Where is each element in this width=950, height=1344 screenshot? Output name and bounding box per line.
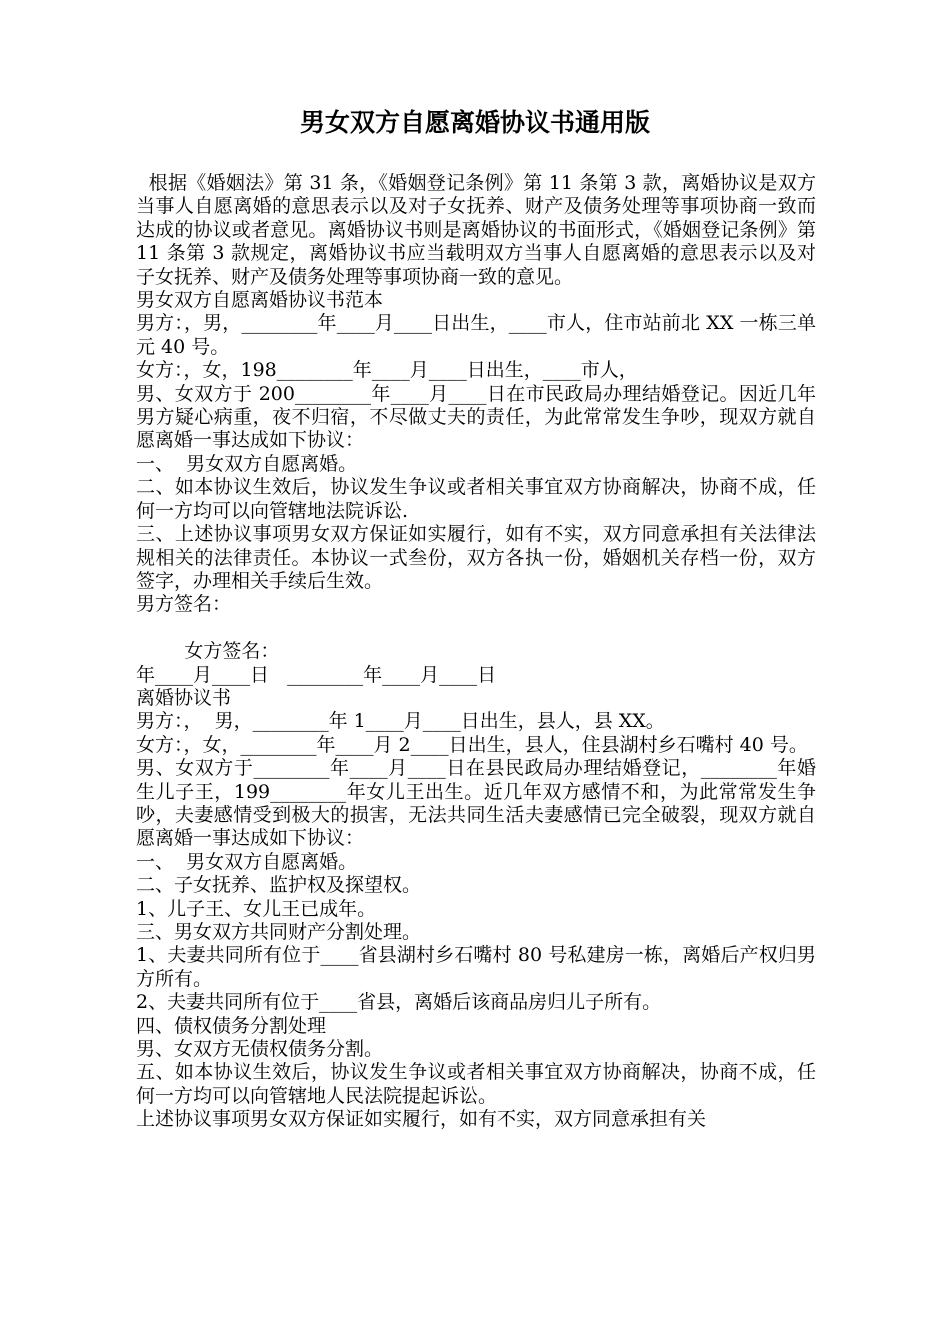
blank-line <box>136 617 816 640</box>
husband-signature: 男方签名： <box>136 593 232 616</box>
clause-2: 二、如本协议生效后，协议发生争议或者相关事宜双方协商解决，协商不成，任何一方均可以向管辖地法院诉讼. <box>136 476 816 522</box>
closing-paragraph: 上述协议事项男女双方保证如实履行，如有不实，双方同意承担有关 <box>136 1108 707 1131</box>
husband-info: 男方：，男，________年____月____日出生，____市人，住市站前北 XX 一栋三单元 40 号。 <box>136 312 816 358</box>
section-heading-template: 男女双方自愿离婚协议书范本 <box>136 289 384 312</box>
clause-2-3-item-2: 2、夫妻共同所有位于____省县，离婚后该商品房归儿子所有。 <box>136 991 662 1014</box>
clause-2-5: 五、如本协议生效后，协议发生争议或者相关事宜双方协商解决，协商不成，任何一方均可以向管辖地人民法院提起诉讼。 <box>136 1061 816 1107</box>
clause-2-4: 四、债权债务分割处理 <box>136 1014 327 1037</box>
clause-2-1: 一、 男女双方自愿离婚。 <box>136 850 358 873</box>
clause-1: 一、 男女双方自愿离婚。 <box>136 452 358 475</box>
marriage-registration: 男、女双方于 200________年____月____日在市民政局办理结婚登记。因近几年男方疑心病重，夜不归宿，不尽做丈夫的责任，为此常常发生争吵，现双方就自愿离婚一事达成如下协议： <box>136 382 816 452</box>
clause-2-3: 三、男女双方共同财产分割处理。 <box>136 920 422 943</box>
signature-dates: 年____月____日 ________年____月____日 <box>136 663 497 686</box>
clause-2-3-item-1: 1、夫妻共同所有位于____省县湖村乡石嘴村 80 号私建房一栋，离婚后产权归男方所有。 <box>136 944 816 990</box>
document-body <box>136 172 823 1132</box>
clause-3: 三、上述协议事项男女双方保证如实履行，如有不实，双方同意承担有关法律法规相关的法律责任。本协议一式叁份，双方各执一份，婚姻机关存档一份，双方签字，办理相关手续后生效。 <box>136 523 816 592</box>
husband-info-2: 男方：， 男，________年 1____月____日出生，县人，县 XX。 <box>136 710 665 733</box>
clause-2-4-detail: 男、女双方无债权债务分割。 <box>136 1038 384 1061</box>
section-heading-agreement: 离婚协议书 <box>136 686 232 709</box>
clause-2-2: 二、子女抚养、监护权及探望权。 <box>136 874 422 897</box>
wife-signature: 女方签名： <box>136 640 280 663</box>
document-title: 男女双方自愿离婚协议书通用版 <box>299 108 650 137</box>
clause-2-2-item-1: 1、儿子王、女儿王已成年。 <box>136 897 377 920</box>
marriage-registration-2: 男、女双方于________年____月____日在县民政局办理结婚登记，________年婚生儿子王，199________年女儿王出生。近几年双方感情不和，为此常常发生争吵，夫妻感情受到极大的损害，无法共同生活夫妻感情已完全破裂，现双方就自愿离婚一事达成如下协议： <box>136 757 816 850</box>
intro-paragraph: 根据《婚姻法》第 31 条，《婚姻登记条例》第 11 条第 3 款，离婚协议是双方当事人自愿离婚的意思表示以及对子女抚养、财产及债务处理等事项协商一致而达成的协议或者意见。离婚协议书则是离婚协议的书面形式，《婚姻登记条例》第 11 条第 3 款规定，离婚协议书应当载明双方当事人自愿离婚的意思表示以及对子女抚养、财产及债务处理等事项协商一致的意见。 <box>136 172 823 288</box>
wife-info: 女方：，女，198________年____月____日出生，____市人， <box>136 359 638 382</box>
wife-info-2: 女方：，女，________年____月 2____日出生，县人，住县湖村乡石嘴村 40 号。 <box>136 733 808 756</box>
